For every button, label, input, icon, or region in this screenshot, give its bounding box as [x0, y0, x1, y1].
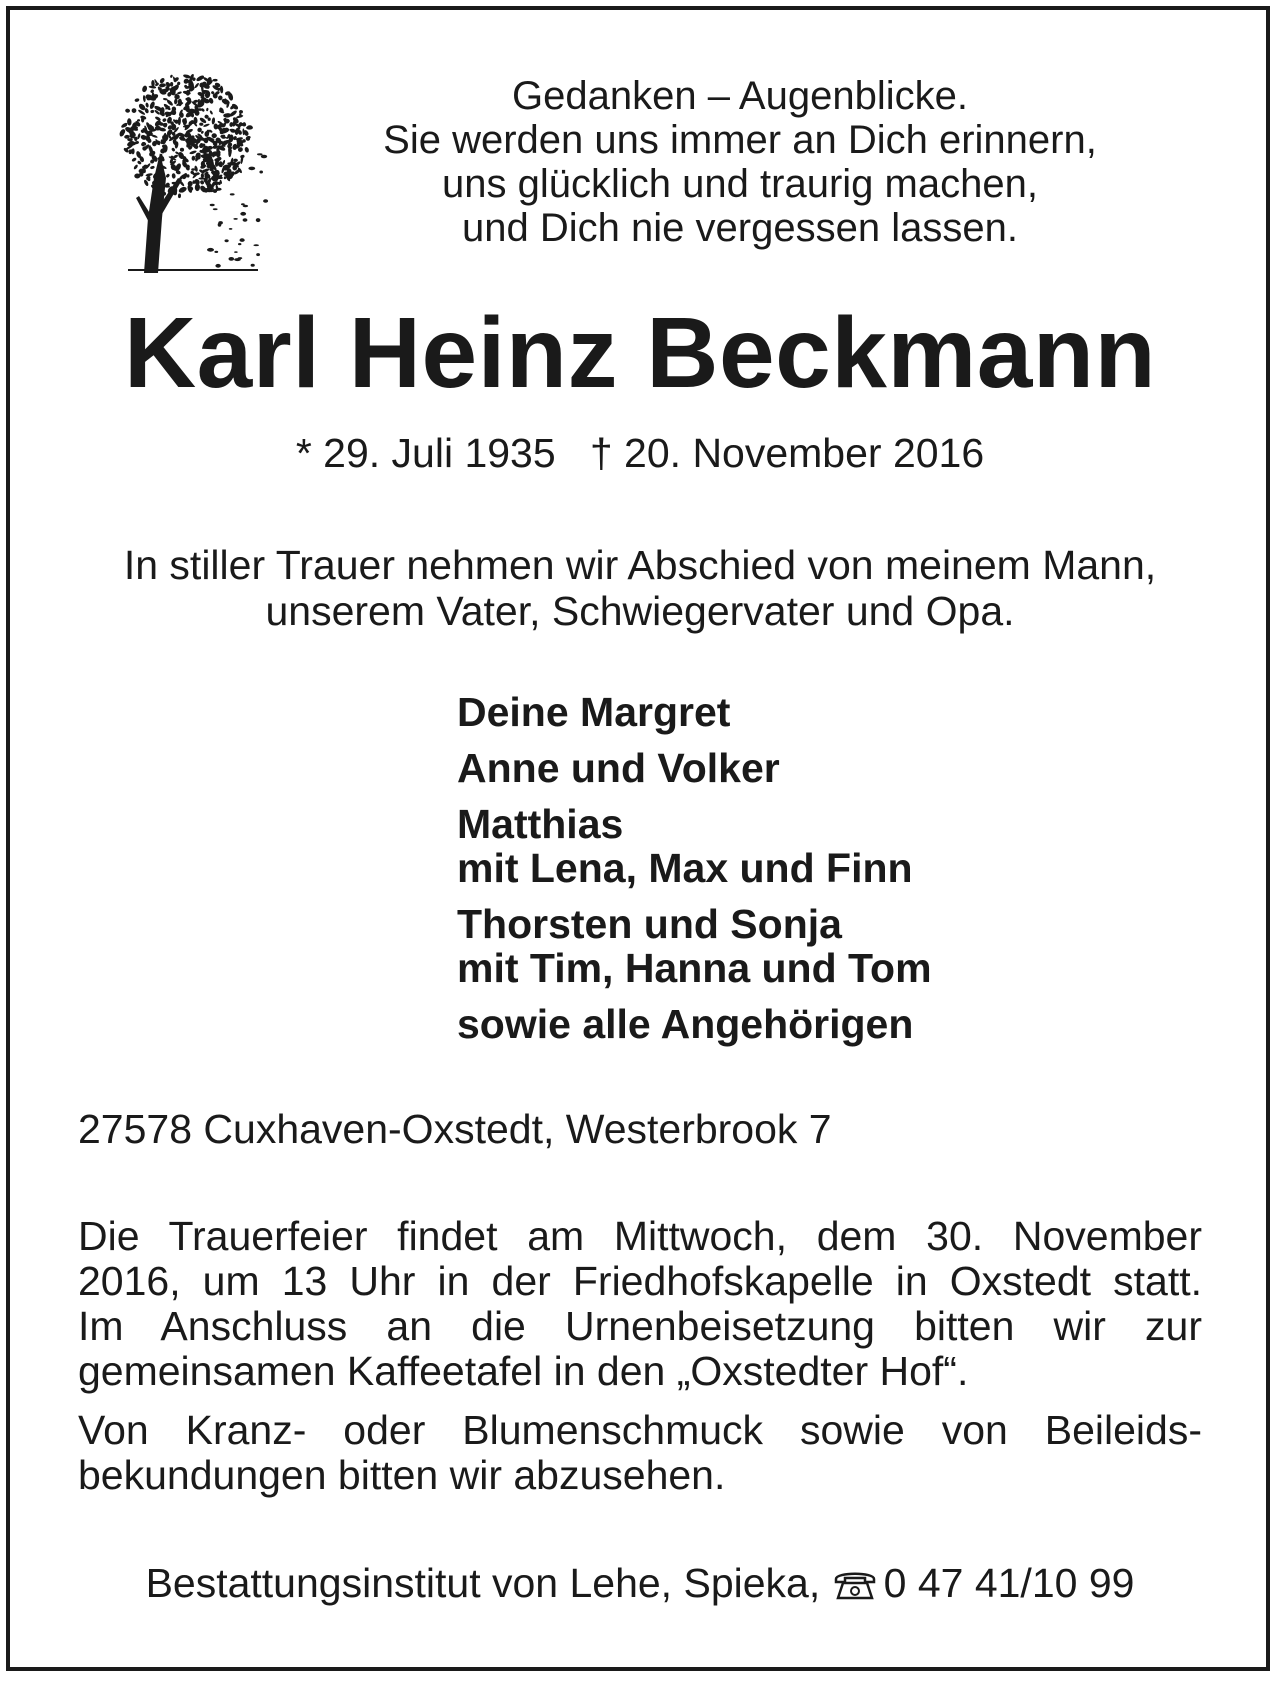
- mourner-group: [457, 690, 1157, 734]
- leaf-mark: [141, 85, 147, 93]
- leaf-mark: [216, 188, 222, 191]
- leaf-mark: [191, 168, 195, 171]
- leaf-mark: [229, 109, 238, 117]
- leaf-mark: [150, 165, 155, 169]
- leaf-mark: [214, 251, 218, 253]
- leaf-mark: [257, 153, 263, 155]
- leaf-mark: [143, 95, 146, 102]
- leaf-mark: [127, 118, 132, 125]
- leaf-mark: [137, 109, 145, 116]
- leaf-mark: [261, 155, 267, 158]
- leaf-mark: [134, 98, 140, 103]
- leaf-mark: [208, 97, 214, 104]
- leaf-mark: [174, 98, 178, 104]
- flowers-line: bekundungen bitten wir abzusehen.: [78, 1452, 726, 1498]
- address: 27578 Cuxhaven-Oxstedt, Westerbrook 7: [78, 1106, 832, 1152]
- leaf-mark: [256, 218, 261, 222]
- ceremony-line: gemeinsamen Kaffeetafel in den „Oxstedter Hof“.: [78, 1348, 969, 1394]
- life-dates: [40, 430, 1240, 476]
- funeral-home-name: Bestattungsinstitut von Lehe, Spieka,: [145, 1560, 821, 1606]
- leaf-mark: [162, 118, 167, 123]
- mourner-line: Anne und Volker: [457, 745, 780, 791]
- leaf-mark: [229, 257, 235, 261]
- leaf-mark: [150, 109, 154, 113]
- tree-illustration: [108, 58, 270, 273]
- mourner-group: [457, 1002, 1157, 1046]
- intro-line: In stiller Trauer nehmen wir Abschied von meinem Mann,: [123, 542, 1157, 588]
- leaf-mark: [171, 147, 176, 152]
- leaf-mark: [213, 79, 218, 82]
- leaf-mark: [243, 218, 248, 222]
- funeral-home: [40, 1560, 1240, 1606]
- leaf-mark: [263, 199, 268, 203]
- leaf-mark: [178, 186, 188, 194]
- leaf-mark: [211, 133, 217, 138]
- leaf-mark: [208, 146, 213, 150]
- leaf-mark: [159, 83, 166, 88]
- poem-line: Sie werden uns immer an Dich erinnern,: [383, 118, 1097, 162]
- leaf-mark: [149, 101, 156, 110]
- mourner-line: mit Tim, Hanna und Tom: [457, 945, 932, 991]
- mourner-line: Thorsten und Sonja: [457, 901, 842, 947]
- leaf-mark: [215, 264, 220, 268]
- leaf-mark: [231, 129, 237, 132]
- ceremony-line: 2016, um 13 Uhr in der Friedhofskapelle in Oxstedt statt.: [78, 1258, 1202, 1304]
- leaf-mark: [145, 102, 149, 108]
- mourner-group: [457, 802, 1157, 890]
- leaf-mark: [234, 251, 238, 253]
- leaf-mark: [206, 108, 209, 112]
- ceremony-line: Die Trauerfeier findet am Mittwoch, dem 30. November: [78, 1213, 1202, 1259]
- phone-number: 0 47 41/10 99: [883, 1560, 1135, 1606]
- leaf-mark: [180, 148, 184, 152]
- deceased-name: Karl Heinz Beckmann: [123, 297, 1157, 409]
- mourner-line: Deine Margret: [457, 689, 731, 735]
- intro-line: unserem Vater, Schwiegervater und Opa.: [265, 588, 1015, 634]
- leaf-mark: [225, 239, 229, 242]
- leaf-mark: [165, 173, 170, 178]
- leaf-mark: [247, 125, 253, 129]
- leaf-mark: [195, 183, 201, 191]
- leaf-mark: [131, 157, 137, 162]
- leaf-mark: [191, 156, 195, 161]
- leaf-mark: [213, 208, 218, 210]
- leaf-mark: [218, 182, 222, 184]
- leaf-mark: [159, 77, 166, 84]
- leaf-mark: [233, 159, 238, 162]
- leaf-mark: [251, 264, 255, 267]
- leaf-mark: [227, 171, 231, 175]
- flowers-paragraph: [78, 1408, 1202, 1498]
- ceremony-paragraph: [78, 1214, 1202, 1394]
- ceremony-info: [78, 1214, 1202, 1512]
- leaf-mark: [230, 193, 235, 195]
- leaf-mark: [218, 221, 223, 224]
- mourner-line: Matthias: [457, 801, 624, 847]
- leaf-mark: [194, 82, 200, 88]
- flowers-line: Von Kranz- oder Blumenschmuck sowie von Beileids-: [78, 1407, 1202, 1453]
- leaf-mark: [248, 167, 255, 171]
- leaf-mark: [210, 204, 215, 206]
- leaf-mark: [208, 118, 211, 121]
- leaf-mark: [189, 150, 197, 155]
- leaf-mark: [244, 147, 250, 154]
- leaf-mark: [259, 171, 263, 174]
- leaf-mark: [238, 243, 241, 245]
- leaf-mark: [214, 123, 219, 129]
- leaf-mark: [239, 110, 244, 114]
- leaf-mark: [203, 123, 210, 127]
- leaf-mark: [140, 141, 145, 147]
- poem-line: Gedanken – Augenblicke.: [512, 74, 968, 118]
- birth-date: * 29. Juli 1935: [295, 430, 556, 476]
- ceremony-line: Im Anschluss an die Urnenbeisetzung bitten wir zur: [78, 1303, 1202, 1349]
- leaf-mark: [137, 133, 141, 139]
- leaf-mark: [172, 173, 176, 179]
- poem-line: uns glücklich und traurig machen,: [442, 162, 1038, 206]
- leaf-mark: [238, 257, 243, 259]
- death-date: † 20. November 2016: [589, 430, 985, 476]
- leaf-mark: [133, 164, 138, 170]
- leaf-mark: [208, 190, 213, 192]
- leaf-mark: [199, 122, 204, 126]
- poem-line: und Dich nie vergessen lassen.: [462, 206, 1018, 250]
- mourner-group: [457, 902, 1157, 990]
- leaf-mark: [233, 218, 237, 220]
- leaf-mark: [178, 193, 181, 198]
- mourner-line: sowie alle Angehörigen: [457, 1001, 914, 1047]
- leaf-mark: [253, 244, 259, 246]
- leaf-mark: [201, 173, 204, 178]
- leaf-mark: [131, 107, 138, 114]
- leaf-mark: [207, 248, 214, 252]
- leaf-mark: [170, 74, 173, 78]
- leaf-mark: [132, 148, 135, 154]
- leaf-mark: [211, 117, 215, 125]
- leaf-mark: [125, 108, 130, 113]
- mourner-line: mit Lena, Max und Finn: [457, 845, 913, 891]
- mourner-group: [457, 746, 1157, 790]
- mourners-list: [457, 690, 1157, 1058]
- leaf-mark: [177, 91, 182, 95]
- telephone-icon: [832, 1567, 878, 1601]
- leaf-mark: [229, 228, 233, 230]
- intro-text: [60, 542, 1220, 634]
- leaf-mark: [178, 117, 181, 126]
- leaf-mark: [240, 238, 245, 242]
- leaf-mark: [256, 253, 260, 256]
- leaf-mark: [243, 205, 248, 207]
- poem: [330, 74, 1150, 250]
- leaf-mark: [240, 212, 246, 216]
- leaf-mark: [209, 110, 213, 115]
